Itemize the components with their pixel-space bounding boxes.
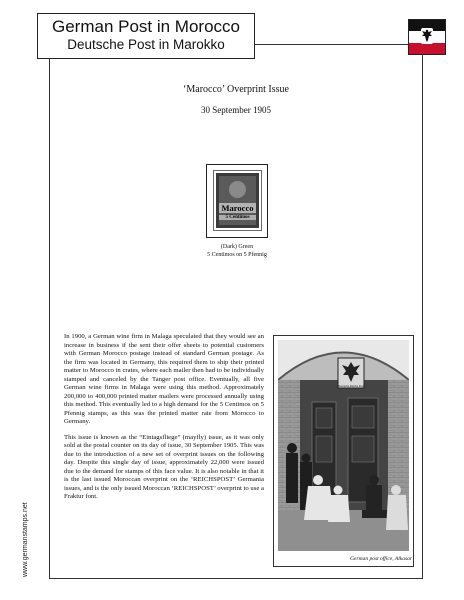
issue-title: ‘Marocco’ Overprint Issue [183, 84, 289, 95]
website-url[interactable]: www.germanstamps.net [22, 502, 29, 577]
stamp-overprint-line1: Marocco [219, 203, 256, 213]
page-title: German Post in Morocco [51, 17, 240, 36]
article-paragraph-1: In 1900, a German wine firm in Malaga speculated that they would see an increase in business if the sent their offer sheets to potential customers with German Morocco postage instead of standard German postage. As the firm was located in Germany, this required them to ship their printed matter to Morocco in crates, where each mailer then had to be individually stamped and canceled by the Tanger post office. Eventually, all five German wine firms in Malaga were using this method. Approximately 200,000 to 400,000 printed matter mailers were processed annually using this method. This eventually led to a high demand for the 5 Centimos on 5 Pfennig stamps, as this was the printed matter rate from Morocco to Germany. [64, 333, 264, 425]
imperial-eagle-icon [421, 28, 433, 44]
stamp-caption-color: (Dark) Green [220, 244, 254, 250]
photo-caption: German post office, Alkasar [350, 556, 412, 562]
sign-text: Deutsche Reichs Post [338, 384, 364, 388]
flag-band-red [409, 43, 445, 54]
stamp-caption-value: 5 Centimos on 5 Pfennig [207, 252, 267, 258]
article-paragraph-2: This issue is known as the “Eintagsfliege” (mayfly) issue, as it was only sold at the postal counter on its day of issue, 30 September 1905. This was due to the introduction of a new set of overprint issues on the following day. Despite this single day of issue, approximately 22,000 were issued due to the demand for stamps of this face value. It is also notable in that it is the last issued Moroccan overprint on the ‘REICHSPOST’ Germania issues, and is the only issued Moroccan ‘REICHSPOST’ overprint to use a Fraktur font. [64, 433, 264, 500]
page-frame [49, 44, 423, 579]
page-title-box [37, 13, 255, 59]
imperial-flag [408, 19, 446, 55]
page-subtitle: Deutsche Post in Marokko [67, 37, 225, 52]
issue-date: 30 September 1905 [201, 105, 271, 115]
stamp-overprint-line2: 5 Centimos [219, 215, 256, 220]
